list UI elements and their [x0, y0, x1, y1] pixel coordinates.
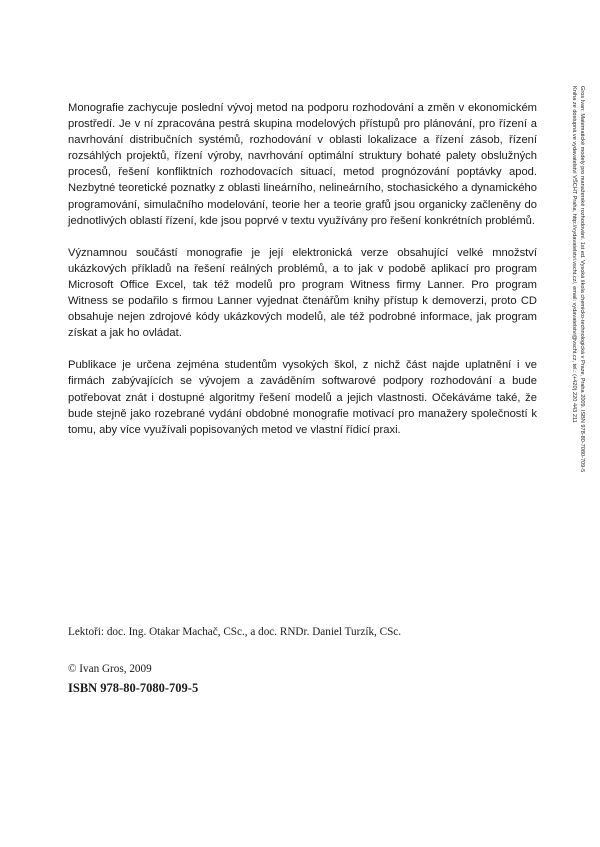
isbn-line: ISBN 978-80-7080-709-5	[68, 681, 199, 695]
body-text	[68, 100, 537, 454]
paragraph-2: Významnou součástí monografie je její elektronická verze obsahující velké množství ukázkových příkladů na řešení reálných problémů, a to jak v podobě aplikací pro program Microsoft Office Excel, tak též modelů pro program Witness firmy Lanner. Pro program Witness se podařilo s firmou Lanner vyjednat čtenářům knihy přístup k demoverzi, proto CD obsahuje nejen zdrojové kódy ukázkových modelů, ale též podrobné informace, jak program získat a jak ho ovládat.	[68, 246, 537, 340]
copyright-line: © Ivan Gros, 2009	[68, 663, 152, 675]
citation-line: Gros Ivan: Matematické modely pro manažerské rozhodování. 1st ed. Vysoká škola chemicko-technologická v Praze, Praha 2009. ISBN 978-80-7080-709-5	[579, 86, 585, 473]
citation-note	[570, 86, 586, 472]
paragraph-1: Monografie zachycuje poslední vývoj metod na podporu rozhodování a změn v ekonomickém prostředí. Je v ní zpracována pestrá skupina modelových přístupů pro plánování, pro řízení a navrhování distribučních systémů, rozhodování v oblasti lokalizace a řízení zásob, řízení rozsáhlých projektů, řízení výroby, navrhování optimální struktury bohaté palety obslužných procesů, řešení konfliktních rozhodovacích situací, metod prognózování poptávky apod. Nezbytné teoretické poznatky z oblasti lineárního, nelineárního, stochasického a dynamického programování, simulačního modelování, teorie her a teorie grafů jsou organicky začleněny do jednotlivých oblastí řízení, kde jsou poprvé v textu využívány pro řešení konkrétních problémů.	[68, 102, 537, 227]
paragraph-3: Publikace je určena zejména studentům vysokých škol, z nichž část najde uplatnění i ve firmách zabývajících se vývojem a zaváděním softwarové podpory rozhodování a bude potřebovat znát i dostupné algoritmy řešení modelů a jejich vlastnosti. Očekáváme také, že bude stejně jako rozebrané vydání obdobné monografie motivací pro manažery společností k tomu, aby více využívali popisovaných metod ve vlastní řídicí praxi.	[68, 359, 537, 436]
reviewers-line: Lektoři: doc. Ing. Otakar Machač, CSc., a doc. RNDr. Daniel Turzík, CSc.	[68, 626, 402, 638]
availability-line: Kniha ze dostupná ve vydavatelství VŠCHT Praha, http://vydavatelstvi.vscht.cz/, email: vydavatelstvi@vscht.cz, tel.: (+420) 220 443 211	[571, 86, 577, 423]
